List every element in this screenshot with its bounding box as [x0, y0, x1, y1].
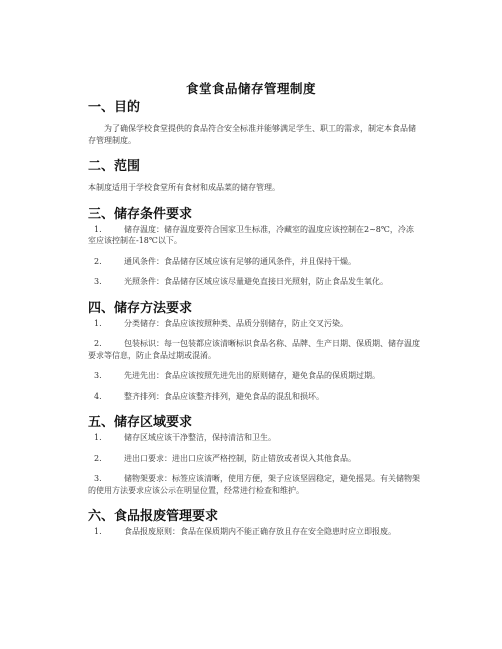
section-heading-storage-methods: 四、储存方法要求 — [88, 300, 193, 316]
list-item — [88, 453, 420, 465]
list-item — [88, 338, 420, 361]
list-item — [88, 432, 420, 444]
list-item-number: 2. — [94, 453, 102, 463]
list-item — [88, 391, 420, 403]
section-heading-purpose: 一、目的 — [88, 100, 141, 115]
document-body — [88, 99, 420, 538]
section-heading-scope: 二、范围 — [88, 159, 141, 174]
list-item-text: 储存温度：储存温度要符合国家卫生标准，冷藏室的温度应该控制在2~8℃，冷冻室应该控制在-18℃以下。 — [88, 224, 414, 245]
list-item-text: 食品报废原则：食品在保质期内不能正确存放且存在安全隐患时应立即报废。 — [124, 527, 396, 536]
list-item-text: 分类储存：食品应该按照种类、品质分别储存，防止交叉污染。 — [124, 318, 348, 328]
list-item-text: 整齐排列：食品应该整齐排列，避免食品的混乱和损坏。 — [124, 391, 324, 401]
list-item-text: 先进先出：食品应该按照先进先出的原则储存，避免食品的保质期过期。 — [124, 371, 380, 380]
list-item — [88, 473, 420, 496]
section-heading-storage-area: 五、储存区域要求 — [88, 415, 193, 430]
list-item-number: 3. — [94, 277, 102, 286]
list-item — [88, 370, 420, 382]
section-heading-disposal: 六、食品报废管理要求 — [88, 509, 219, 524]
list-item — [88, 318, 420, 330]
list-item-number: 1. — [94, 318, 102, 328]
section-heading-storage-conditions: 三、储存条件要求 — [88, 206, 193, 222]
list-item-text: 包装标识：每一包装都应该清晰标识食品名称、品牌、生产日期、保质期、储存温度要求等信息，防止食品过期或混淆。 — [88, 339, 420, 360]
list-item — [88, 256, 420, 268]
list-item — [88, 526, 420, 538]
list-item-text: 储存区域应该干净整洁，保持清洁和卫生。 — [124, 433, 276, 442]
list-item-number: 3. — [94, 371, 102, 380]
list-item-number: 1. — [94, 224, 102, 234]
list-item-text: 进出口要求：进出口应该严格控制，防止错放或者误入其他食品。 — [124, 453, 356, 463]
list-item-number: 4. — [94, 391, 102, 401]
list-item-text: 光照条件：食品储存区域应该尽量避免直接日光照射，防止食品发生氧化。 — [124, 277, 388, 286]
section-text-purpose: 为了确保学校食堂提供的食品符合安全标准并能够满足学生、职工的需求，制定本食品储存管理制度。 — [88, 124, 416, 145]
section-text-scope: 本制度适用于学校食堂所有食材和成品菜的储存管理。 — [88, 183, 280, 192]
list-item-number: 2. — [94, 339, 102, 348]
list-item-text: 通风条件：食品储存区域应该有足够的通风条件，并且保持干燥。 — [124, 256, 356, 266]
list-item — [88, 224, 420, 247]
list-item — [88, 276, 420, 288]
list-item-number: 3. — [94, 474, 102, 483]
list-item-number: 1. — [94, 433, 102, 442]
list-item-number: 1. — [94, 527, 102, 536]
list-item-text: 储物架要求：标签应该清晰，使用方便，架子应该坚固稳定，避免摇晃。有关储物架的使用方法要求应该公示在明显位置，经常进行检查和维护。 — [88, 474, 420, 495]
list-item-number: 2. — [94, 256, 102, 266]
document-title: 食堂食品储存管理制度 — [185, 81, 316, 96]
